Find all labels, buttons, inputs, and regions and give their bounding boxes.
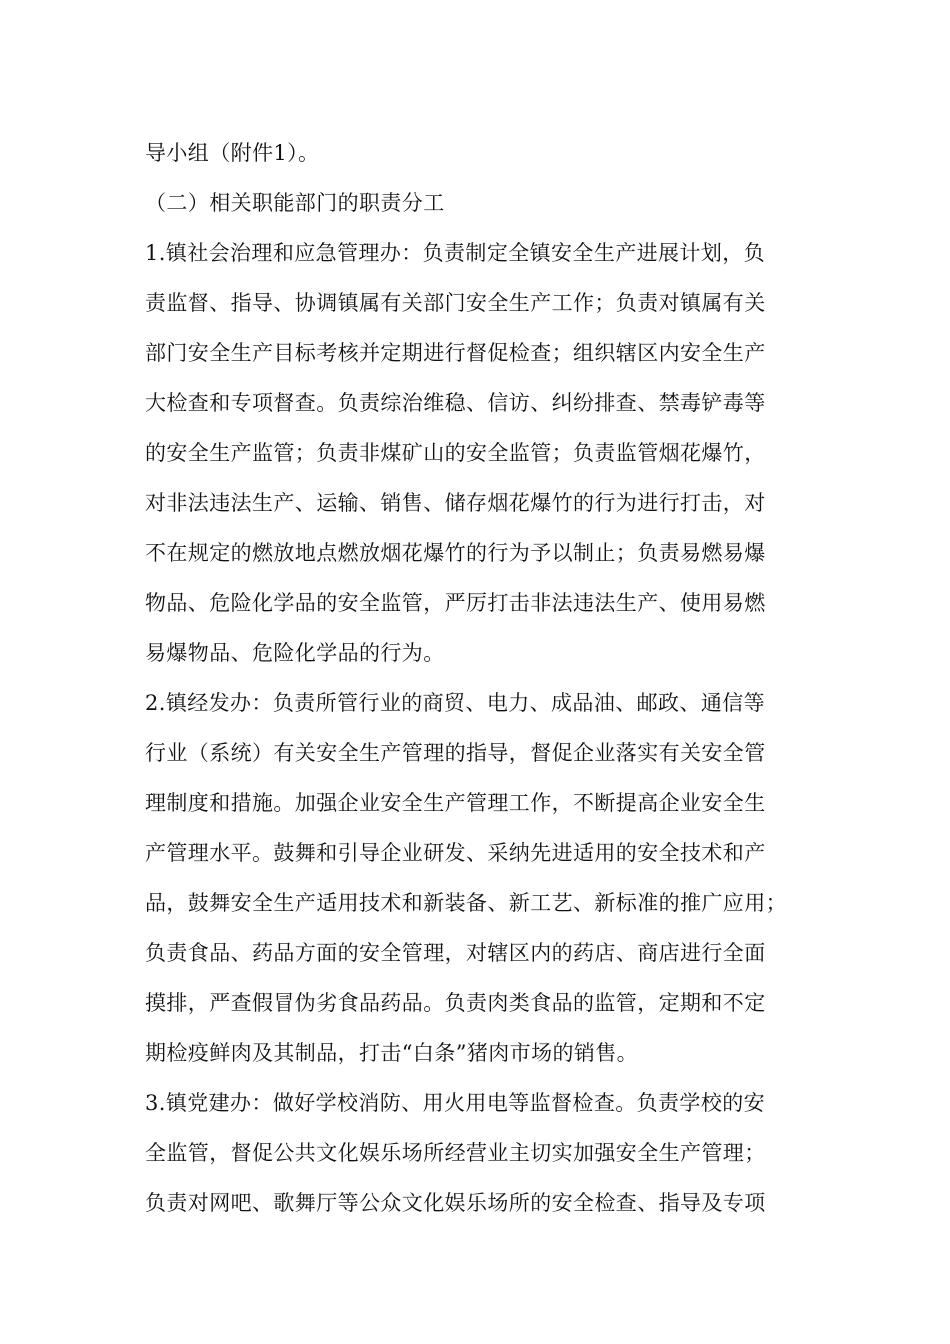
text-line: 的安全生产监管；负责非煤矿山的安全监管；负责监管烟花爆竹， (145, 441, 766, 465)
text-line: 行业（系统）有关安全生产管理的指导，督促企业落实有关安全管 (145, 741, 766, 765)
text-line: 产管理水平。鼓舞和引导企业研发、采纳先进适用的安全技术和产 (145, 841, 766, 865)
text-line: 1.镇社会治理和应急管理办：负责制定全镇安全生产进展计划，负 (145, 241, 766, 265)
document-page (145, 128, 825, 1228)
text-line: 负责食品、药品方面的安全管理，对辖区内的药店、商店进行全面 (145, 941, 766, 965)
text-line: 易爆物品、危险化学品的行为。 (145, 641, 445, 665)
text-line: 全监管，督促公共文化娱乐场所经营业主切实加强安全生产管理； (145, 1141, 766, 1165)
text-line: 物品、危险化学品的安全监管，严厉打击非法违法生产、使用易燃 (145, 591, 766, 615)
text-line: 负责对网吧、歌舞厅等公众文化娱乐场所的安全检查、指导及专项 (145, 1191, 766, 1215)
text-line: 理制度和措施。加强企业安全生产管理工作，不断提高企业安全生 (145, 791, 766, 815)
text-line: 品，鼓舞安全生产适用技术和新装备、新工艺、新标准的推广应用； (145, 891, 787, 915)
text-line: 责监督、指导、协调镇属有关部门安全生产工作；负责对镇属有关 (145, 291, 766, 315)
section-heading: （二）相关职能部门的职责分工 (145, 191, 445, 215)
text-line: 2.镇经发办：负责所管行业的商贸、电力、成品油、邮政、通信等 (145, 691, 766, 715)
text-line: 导小组（附件1）。 (145, 141, 320, 165)
text-line: 不在规定的燃放地点燃放烟花爆竹的行为予以制止；负责易燃易爆 (145, 541, 766, 565)
text-line: 摸排，严查假冒伪劣食品药品。负责肉类食品的监管，定期和不定 (145, 991, 766, 1015)
text-line: 部门安全生产目标考核并定期进行督促检查；组织辖区内安全生产 (145, 341, 766, 365)
text-line: 期检疫鲜肉及其制品，打击“白条”猪肉市场的销售。 (145, 1041, 639, 1065)
text-line: 3.镇党建办：做好学校消防、用火用电等监督检查。负责学校的安 (145, 1091, 766, 1115)
text-line: 对非法违法生产、运输、销售、储存烟花爆竹的行为进行打击，对 (145, 491, 766, 515)
text-line: 大检查和专项督查。负责综治维稳、信访、纠纷排查、禁毒铲毒等 (145, 391, 766, 415)
